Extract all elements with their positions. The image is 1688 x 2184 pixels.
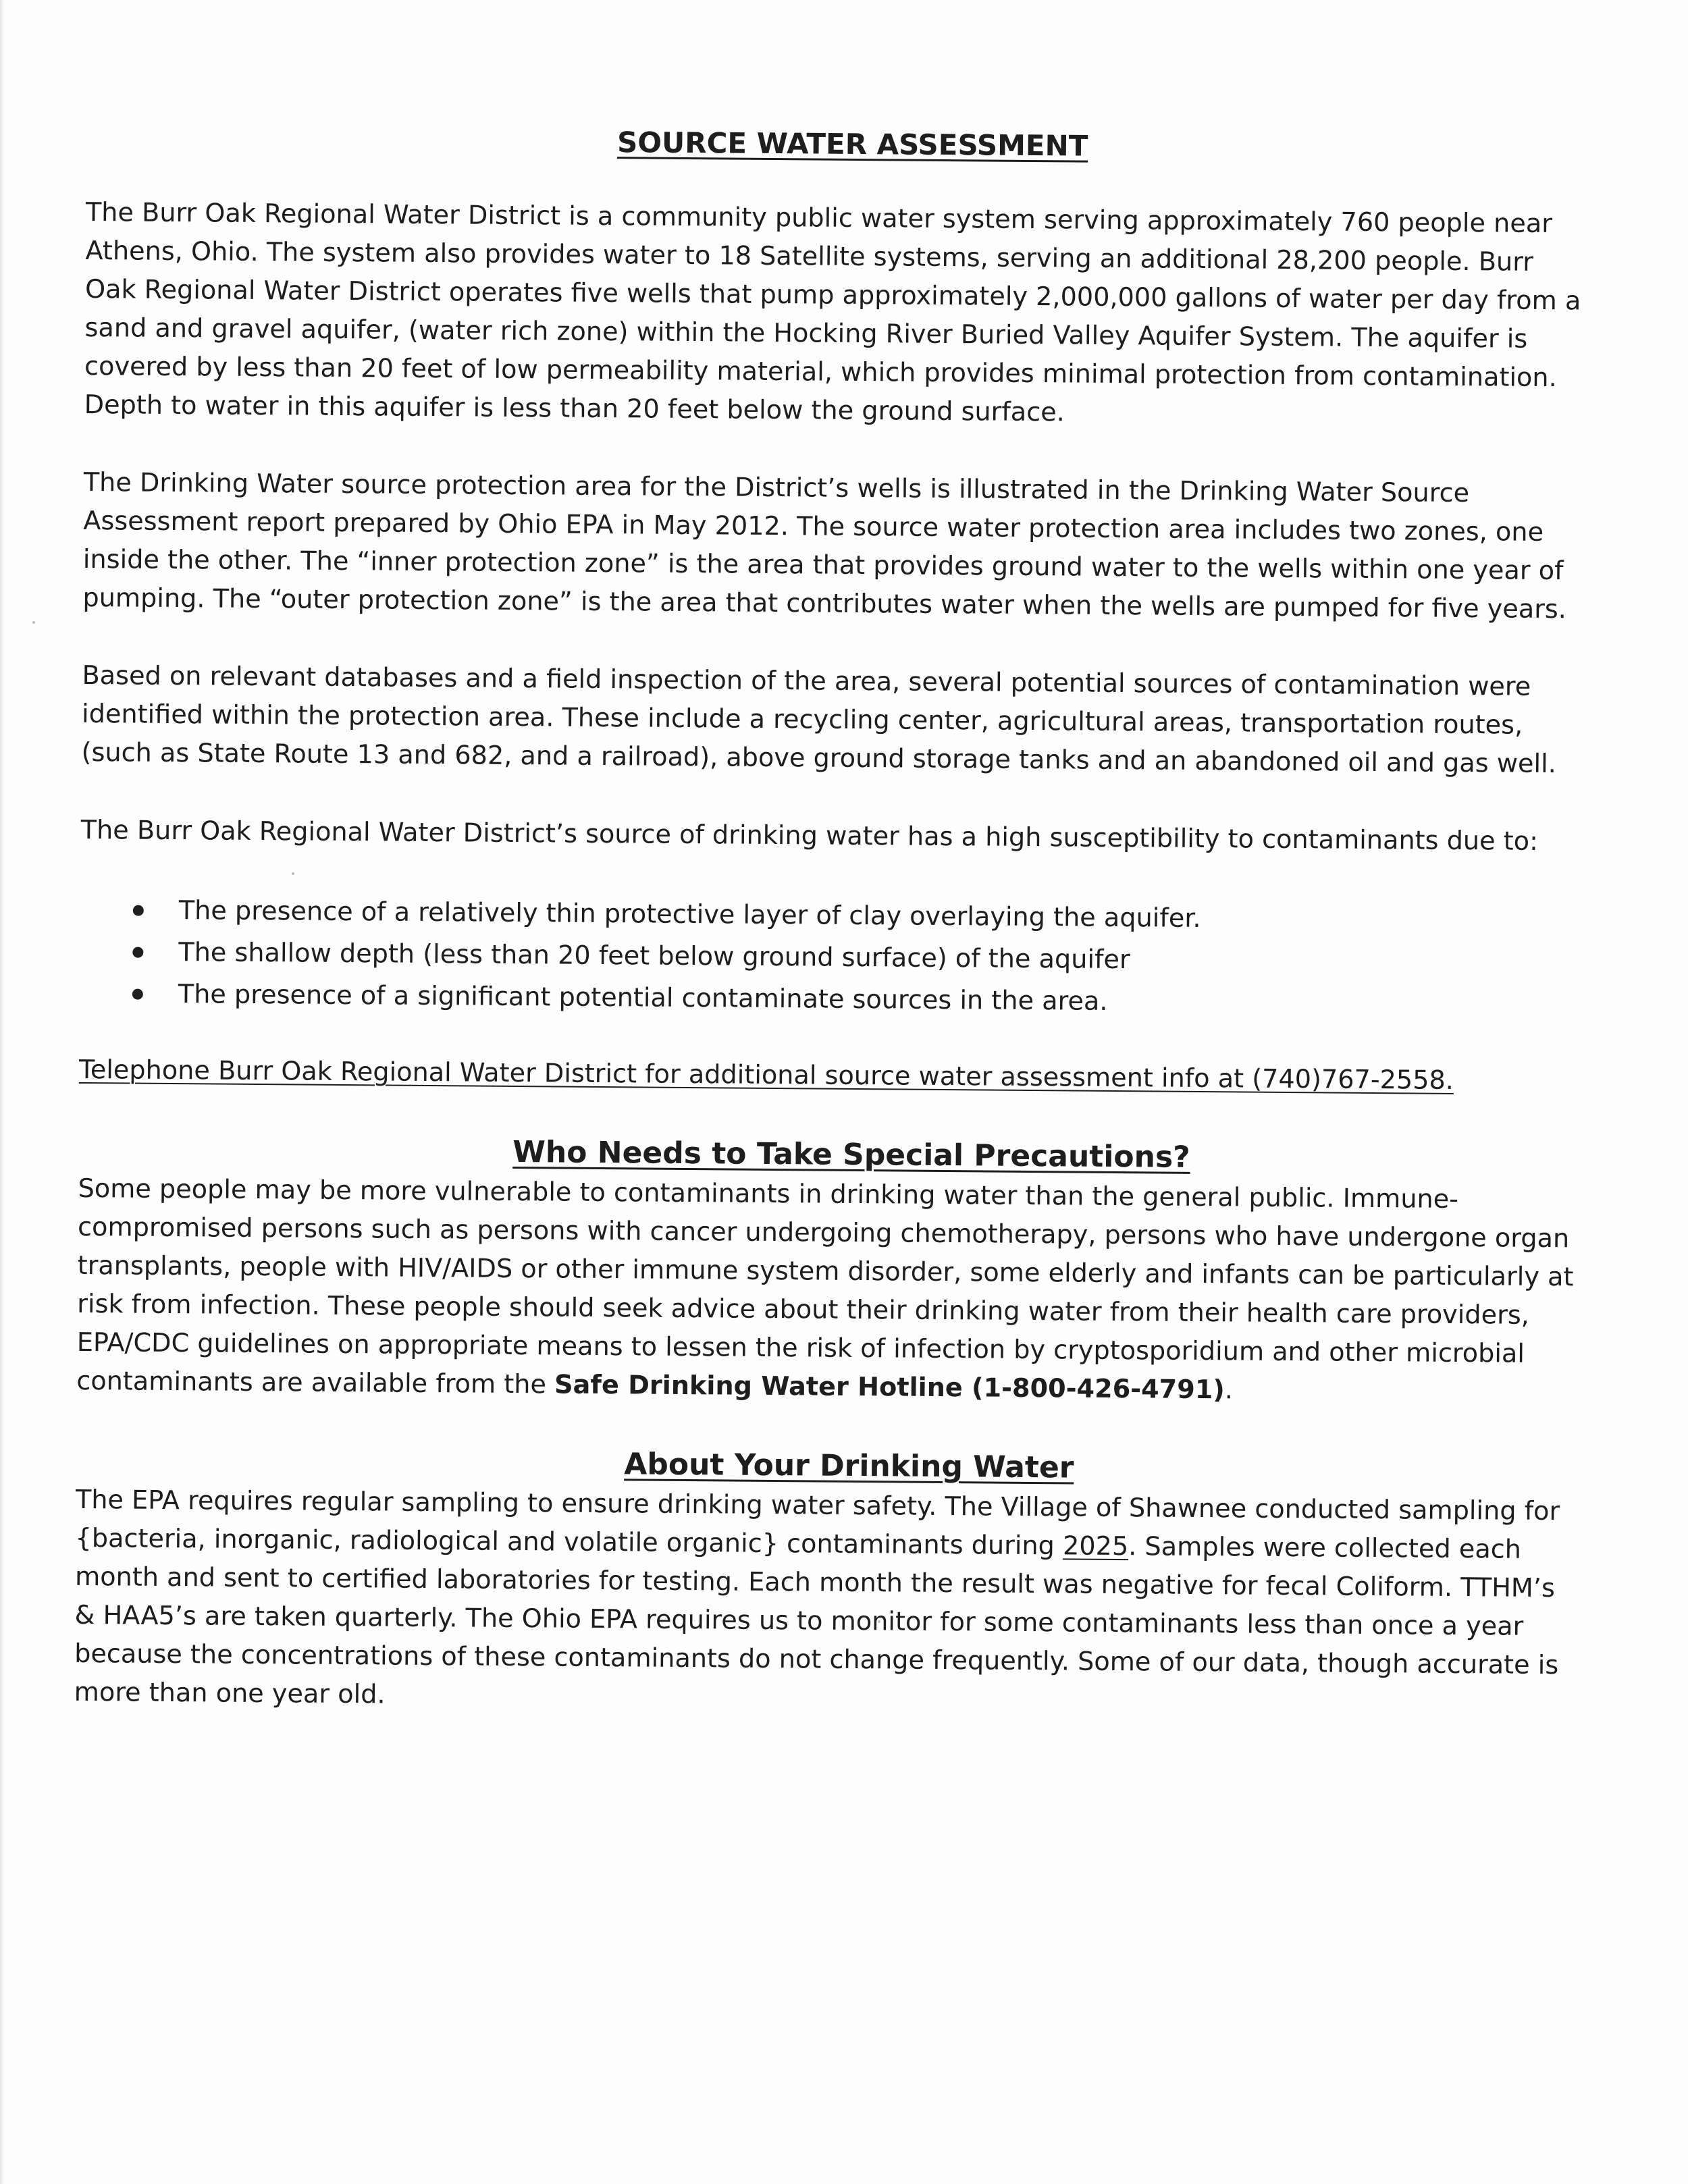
precautions-paragraph bbox=[76, 1170, 1584, 1413]
precautions-title: Who Needs to Take Special Precautions? bbox=[512, 1135, 1190, 1175]
drinking-water-body-end: . Samples were collected each month and sent to certified laboratories for testing. Each month the result was negative for fecal Coliform. TTHM’s & HAA5’s are taken quarterly. The Ohio EPA requires us to monitor for some contaminants less than once a year because the concentrations of these contaminants do not change frequently. Some of our data, though accurate is more than one year old. bbox=[74, 1532, 1559, 1710]
scan-edge-shadow bbox=[0, 0, 4, 2184]
document-body bbox=[74, 122, 1591, 1724]
scan-speck bbox=[32, 621, 35, 624]
hotline-text: Safe Drinking Water Hotline (1-800-426-4791) bbox=[554, 1370, 1225, 1406]
source-water-paragraph-2: The Drinking Water source protection area for the District’s wells is illustrated in the Drinking Water Source Assessment report prepared by Ohio EPA in May 2012. The source water protection area includes two zones, one inside the other. The “inner protection zone” is the area that provides ground water to the wells within one year of pumping. The “outer protection zone” is the area that contributes water when the wells are pumped for five years. bbox=[82, 467, 1567, 625]
precautions-end-text: . bbox=[1224, 1375, 1234, 1406]
source-water-title: SOURCE WATER ASSESSMENT bbox=[616, 126, 1088, 163]
susceptibility-reasons-list bbox=[80, 889, 1586, 1027]
drinking-water-body-start: The EPA requires regular sampling to ensure drinking water safety. The Village of Shawnee conducted sampling for {bacteria, inorganic, radiological and volatile organic} contaminants during bbox=[75, 1485, 1560, 1562]
drinking-water-title: About Your Drinking Water bbox=[624, 1447, 1074, 1485]
source-water-paragraph-1: The Burr Oak Regional Water District is a community public water system serving approximately 760 people near Athens, Ohio. The system also provides water to 18 Satellite systems, serving an additional 28,200 people. Burr Oak Regional Water District operates five wells that pump approximately 2,000,000 gallons of water per day from a sand and gravel aquifer, (water rich zone) within the Hocking River Buried Valley Aquifer System. The aquifer is covered by less than 20 feet of low permeability material, which provides minimal protection from contamination. Depth to water in this aquifer is less than 20 feet below the ground surface. bbox=[84, 197, 1581, 428]
bullet-icon bbox=[132, 947, 143, 958]
source-water-paragraph-3: Based on relevant databases and a field inspection of the area, several potential sources of contamination were identified within the protection area. These include a recycling center, agricultural areas, transportation routes, (such as State Route 13 and 682, and a railroad), above ground storage tanks and an abandoned oil and gas well. bbox=[81, 660, 1557, 780]
list-item-text: The presence of a significant potential contaminate sources in the area. bbox=[178, 980, 1108, 1017]
list-item-text: The presence of a relatively thin protective layer of clay overlaying the aquifer. bbox=[178, 896, 1201, 934]
list-item-text: The shallow depth (less than 20 feet below ground surface) of the aquifer bbox=[178, 938, 1130, 976]
contact-phone-line: Telephone Burr Oak Regional Water District for additional source water assessment info at (740)767-2558. bbox=[78, 1055, 1454, 1096]
sampling-year: 2025 bbox=[1062, 1531, 1129, 1562]
bullet-icon bbox=[132, 989, 143, 1000]
drinking-water-paragraph bbox=[74, 1481, 1581, 1724]
susceptibility-paragraph: The Burr Oak Regional Water District’s source of drinking water has a high susceptibility to contaminants due to: bbox=[80, 815, 1539, 857]
precautions-body-text: Some people may be more vulnerable to contaminants in drinking water than the general public. Immune-compromised persons such as persons with cancer undergoing chemotherapy, persons who have undergone organ transplants, people with HIV/AIDS or other immune system disorder, some elderly and infants can be particularly at risk from infection. These people should seek advice about their drinking water from their health care providers, EPA/CDC guidelines on appropriate means to lessen the risk of infection by cryptosporidium and other microbial contaminants are available from the bbox=[76, 1173, 1574, 1400]
bullet-icon bbox=[133, 905, 144, 916]
